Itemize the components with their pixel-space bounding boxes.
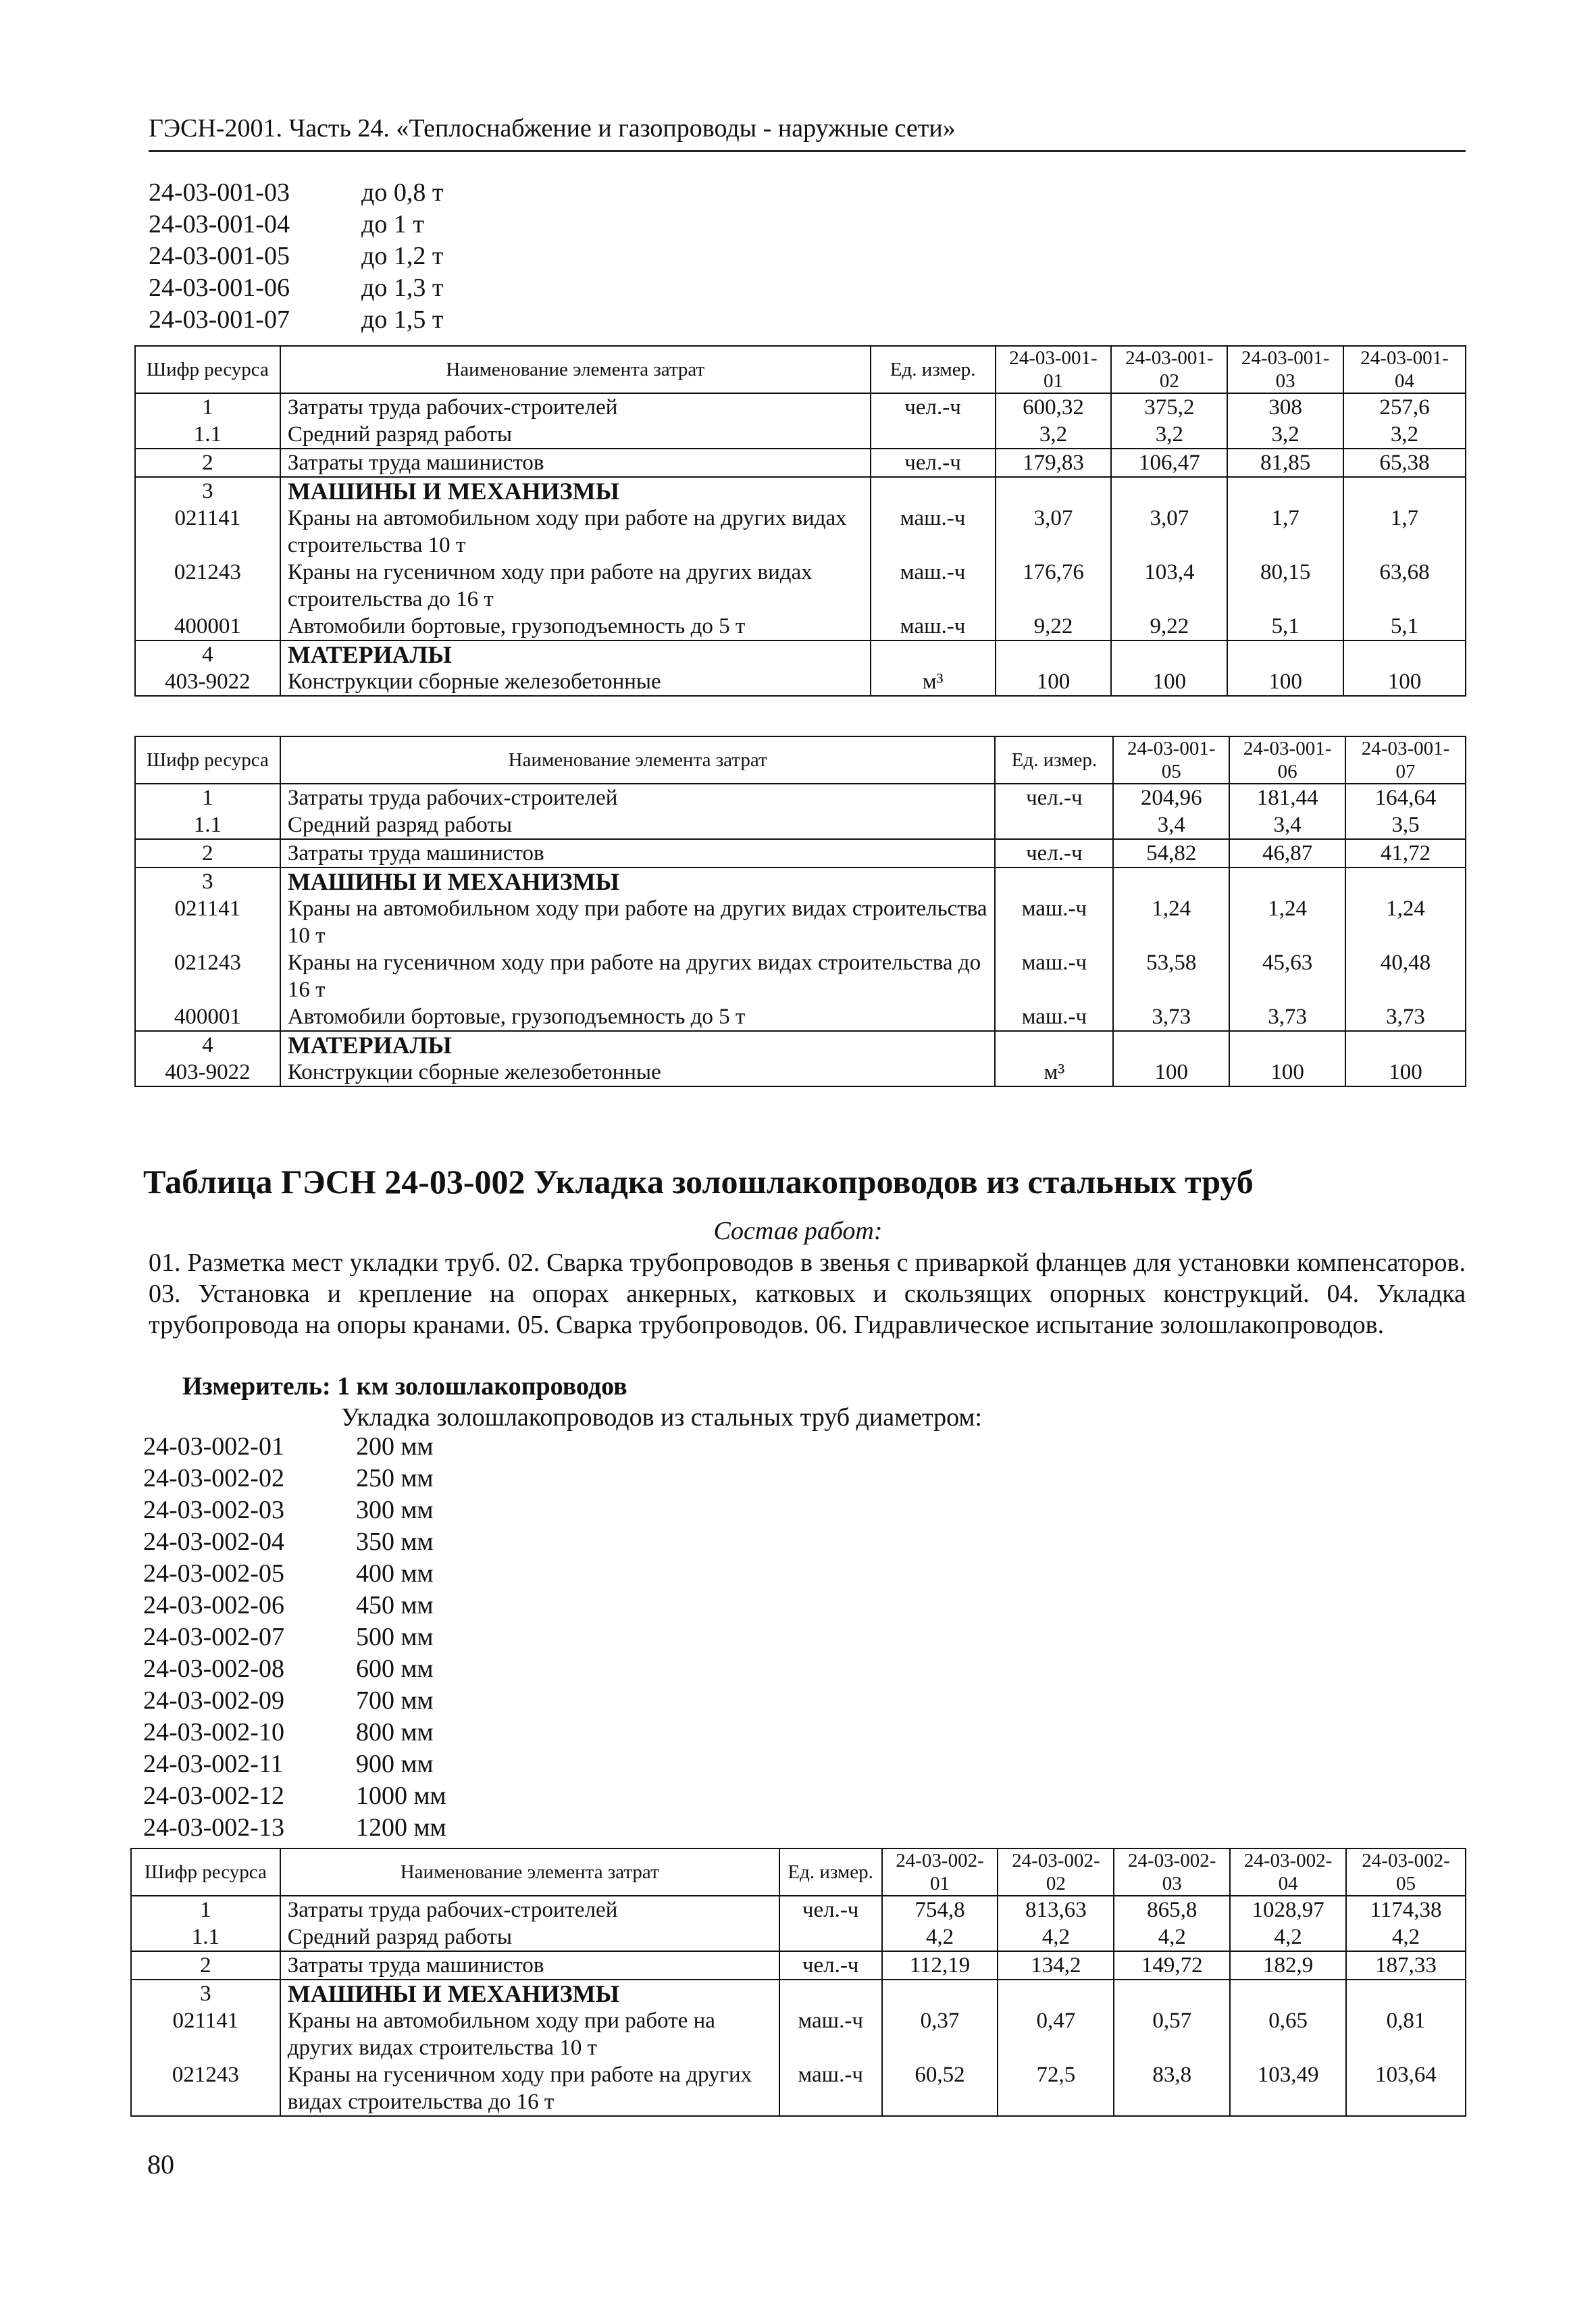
header-name: Наименование элемента затрат [280,346,871,393]
value-cell: 103,4 [1111,559,1227,613]
value-cell: 4,2 [882,1923,998,1951]
code-row [149,272,443,304]
unit: м³ [995,1059,1113,1086]
code-id: 24-03-002-10 [143,1718,284,1746]
code-id: 24-03-002-05 [143,1559,284,1588]
value-cell: 149,72 [1114,1951,1230,1980]
table-row [135,1031,1466,1059]
table-header-row [131,1848,1466,1896]
table-row [135,1059,1466,1086]
header-unit: Ед. измер. [995,736,1113,784]
header-code: Шифр ресурса [135,736,280,784]
header-column: 24-03-001-03 [1227,346,1343,393]
value-cell [1111,640,1227,668]
value-cell: 4,2 [1230,1923,1346,1951]
value-cell [998,1980,1114,2007]
value-cell [1111,477,1227,505]
cost-element-name: Средний разряд работы [280,421,871,449]
code-row [149,177,443,209]
code-row [143,1812,446,1844]
code-id: 24-03-002-03 [143,1496,284,1524]
unit: чел.-ч [995,839,1113,867]
value-cell: 112,19 [882,1951,998,1980]
meter-label: Измеритель: 1 км золошлакопроводов [182,1372,627,1401]
table-row [131,2007,1466,2061]
cost-element-name: Конструкции сборные железобетонные [280,1059,996,1086]
cost-element-name: МАШИНЫ И МЕХАНИЗМЫ [280,477,871,505]
table-gesn-24-03-002 [130,1848,1466,2117]
value-cell [1346,1980,1466,2007]
resource-code: 4 [135,1031,280,1059]
value-cell: 187,33 [1346,1951,1466,1980]
header-name: Наименование элемента затрат [280,1848,779,1896]
table-row [131,1980,1466,2007]
value-cell: 257,6 [1343,393,1466,421]
cost-element-name: МАТЕРИАЛЫ [280,1031,996,1059]
value-cell [996,477,1112,505]
value-cell: 0,57 [1114,2007,1230,2061]
code-id: 24-03-001-03 [149,178,290,207]
value-cell: 83,8 [1114,2061,1230,2116]
code-row [143,1463,446,1494]
value-cell: 3,07 [1111,505,1227,559]
table-row [135,867,1466,895]
value-cell: 3,2 [1227,421,1343,449]
table-row [135,839,1466,867]
code-value: до 1,3 т [361,274,444,302]
code-value: до 1,5 т [361,305,444,334]
meter-description: Укладка золошлакопроводов из стальных труб диаметром: [341,1403,982,1432]
resource-code: 1.1 [135,811,280,839]
value-cell [1113,1031,1229,1059]
value-cell [1343,477,1466,505]
value-cell [996,640,1112,668]
unit [995,811,1113,839]
resource-code: 1.1 [135,421,280,449]
value-cell: 103,49 [1230,2061,1346,2116]
resource-code: 021243 [135,559,280,613]
value-cell: 3,2 [996,421,1112,449]
resource-code: 400001 [135,1003,280,1031]
value-cell: 9,22 [1111,613,1227,640]
resource-code: 1 [131,1896,280,1923]
unit [995,867,1113,895]
code-value: 1200 мм [356,1813,446,1842]
header-column: 24-03-002-03 [1114,1848,1230,1896]
table-row [135,895,1466,949]
code-row [143,1780,446,1812]
value-cell: 100 [996,668,1112,696]
header-column: 24-03-001-06 [1229,736,1345,784]
table-row [135,613,1466,640]
cost-element-name: Автомобили бортовые, грузоподъемность до 5 т [280,1003,996,1031]
unit [871,640,996,668]
value-cell: 3,4 [1229,811,1345,839]
header-code: Шифр ресурса [135,346,280,393]
cost-element-name: Краны на автомобильном ходу при работе на других видах строительства 10 т [280,505,871,559]
cost-element-name: Краны на автомобильном ходу при работе на других видах строительства 10 т [280,2007,779,2061]
value-cell [1113,867,1229,895]
resource-code: 3 [135,867,280,895]
value-cell: 81,85 [1227,449,1343,477]
resource-code: 403-9022 [135,668,280,696]
value-cell [1227,477,1343,505]
value-cell: 100 [1345,1059,1466,1086]
unit [871,477,996,505]
table-row [135,393,1466,421]
table-row [135,559,1466,613]
code-value: 400 мм [356,1559,434,1588]
resource-code: 021141 [135,505,280,559]
cost-element-name: Затраты труда рабочих-строителей [280,393,871,421]
table-row [135,784,1466,811]
code-value: 800 мм [356,1718,434,1746]
unit: маш.-ч [995,1003,1113,1031]
code-value: 250 мм [356,1464,434,1492]
value-cell [1345,867,1466,895]
value-cell: 1,24 [1113,895,1229,949]
value-cell [882,1980,998,2007]
cost-element-name: Затраты труда рабочих-строителей [280,784,996,811]
value-cell: 63,68 [1343,559,1466,613]
code-value: 350 мм [356,1528,434,1556]
value-cell: 179,83 [996,449,1112,477]
code-row [143,1685,446,1717]
table-row [135,449,1466,477]
code-id: 24-03-002-01 [143,1432,284,1461]
table-row [135,421,1466,449]
resource-code: 400001 [135,613,280,640]
code-id: 24-03-002-06 [143,1591,284,1619]
value-cell: 3,2 [1111,421,1227,449]
table-header-row [135,346,1466,393]
code-id: 24-03-002-02 [143,1464,284,1492]
unit [871,421,996,449]
unit: чел.-ч [779,1896,882,1923]
cost-element-name: Затраты труда рабочих-строителей [280,1896,779,1923]
value-cell: 45,63 [1229,949,1345,1003]
code-value: 600 мм [356,1655,434,1683]
table-gesn-24-03-001-part1 [134,345,1466,697]
header-name: Наименование элемента затрат [280,736,996,784]
value-cell [1230,1980,1346,2007]
value-cell: 72,5 [998,2061,1114,2116]
value-cell: 308 [1227,393,1343,421]
unit: маш.-ч [871,613,996,640]
code-value: 200 мм [356,1432,434,1461]
value-cell: 1,24 [1229,895,1345,949]
value-cell [1114,1980,1230,2007]
cost-element-name: МАТЕРИАЛЫ [280,640,871,668]
cost-element-name: Затраты труда машинистов [280,839,996,867]
value-cell: 65,38 [1343,449,1466,477]
value-cell: 164,64 [1345,784,1466,811]
table-row [135,477,1466,505]
value-cell: 100 [1229,1059,1345,1086]
value-cell [1229,1031,1345,1059]
work-composition-text: 01. Разметка мест укладки труб. 02. Сварка трубопроводов в звенья с приваркой фланцев для установки компенсаторов. 03. Установка и крепление на опорах анкерных, катковых и скользящих опорных конструкций. 04. Укладка трубопровода на опоры кранами. 05. Сварка трубопроводов. 06. Гидравлическое испытание золошлакопроводов. [149,1249,1466,1339]
cost-element-name: Краны на гусеничном ходу при работе на других видах строительства до 16 т [280,949,996,1003]
code-row [149,209,443,241]
cost-element-name: Краны на гусеничном ходу при работе на других видах строительства до 16 т [280,2061,779,2116]
value-cell: 754,8 [882,1896,998,1923]
code-value: до 0,8 т [361,178,444,207]
resource-code: 021243 [135,949,280,1003]
code-id: 24-03-002-09 [143,1686,284,1715]
value-cell: 53,58 [1113,949,1229,1003]
resource-code: 021141 [135,895,280,949]
value-cell: 5,1 [1343,613,1466,640]
value-cell: 4,2 [1346,1923,1466,1951]
value-cell: 41,72 [1345,839,1466,867]
code-value: 700 мм [356,1686,434,1715]
value-cell: 100 [1227,668,1343,696]
header-column: 24-03-001-04 [1343,346,1466,393]
header-unit: Ед. измер. [779,1848,882,1896]
code-row [149,304,443,336]
page-number: 80 [147,2149,174,2180]
code-value: 450 мм [356,1591,434,1619]
cost-element-name: Затраты труда машинистов [280,1951,779,1980]
value-cell: 80,15 [1227,559,1343,613]
code-list-top [149,177,443,336]
section-title: Таблица ГЭСН 24-03-002 Укладка золошлакопроводов из стальных труб [143,1163,1254,1201]
value-cell: 100 [1113,1059,1229,1086]
unit: маш.-ч [779,2061,882,2116]
code-id: 24-03-002-04 [143,1528,284,1556]
header-column: 24-03-002-04 [1230,1848,1346,1896]
value-cell: 3,5 [1345,811,1466,839]
value-cell [1345,1031,1466,1059]
header-column: 24-03-002-05 [1346,1848,1466,1896]
code-row [143,1558,446,1590]
value-cell: 3,73 [1345,1003,1466,1031]
page-header: ГЭСН-2001. Часть 24. «Теплоснабжение и газопроводы - наружные сети» [149,114,1466,152]
value-cell: 46,87 [1229,839,1345,867]
value-cell: 813,63 [998,1896,1114,1923]
cost-element-name: МАШИНЫ И МЕХАНИЗМЫ [280,1980,779,2007]
code-id: 24-03-001-04 [149,210,290,238]
code-value: до 1,2 т [361,242,444,270]
value-cell: 103,64 [1346,2061,1466,2116]
value-cell: 865,8 [1114,1896,1230,1923]
code-id: 24-03-001-07 [149,305,290,334]
value-cell: 600,32 [996,393,1112,421]
resource-code: 1 [135,784,280,811]
value-cell [1343,640,1466,668]
header-column: 24-03-001-02 [1111,346,1227,393]
code-row [143,1431,446,1463]
code-value: до 1 т [361,210,424,238]
header-column: 24-03-002-01 [882,1848,998,1896]
value-cell: 0,81 [1346,2007,1466,2061]
cost-element-name: Средний разряд работы [280,811,996,839]
cost-element-name: Конструкции сборные железобетонные [280,668,871,696]
value-cell: 1,7 [1227,505,1343,559]
value-cell: 100 [1343,668,1466,696]
cost-element-name: Автомобили бортовые, грузоподъемность до 5 т [280,613,871,640]
value-cell: 204,96 [1113,784,1229,811]
value-cell: 0,37 [882,2007,998,2061]
resource-code: 1.1 [131,1923,280,1951]
header-code: Шифр ресурса [131,1848,280,1896]
resource-code: 1 [135,393,280,421]
code-row [143,1526,446,1558]
table-row [135,811,1466,839]
code-row [143,1590,446,1621]
code-list-diameters [143,1431,446,1844]
value-cell [1229,867,1345,895]
code-id: 24-03-002-07 [143,1623,284,1651]
unit: чел.-ч [995,784,1113,811]
value-cell: 54,82 [1113,839,1229,867]
code-id: 24-03-002-12 [143,1782,284,1810]
code-row [143,1494,446,1526]
resource-code: 021243 [131,2061,280,2116]
unit: чел.-ч [871,449,996,477]
table-row [131,1923,1466,1951]
table-row [135,949,1466,1003]
code-value: 300 мм [356,1496,434,1524]
value-cell: 1,24 [1345,895,1466,949]
resource-code: 4 [135,640,280,668]
table-row [135,668,1466,696]
table-row [135,505,1466,559]
code-id: 24-03-002-13 [143,1813,284,1842]
work-composition-heading: Состав работ: [713,1217,883,1245]
value-cell: 3,73 [1229,1003,1345,1031]
table-row [135,640,1466,668]
header-column: 24-03-002-02 [998,1848,1114,1896]
value-cell: 176,76 [996,559,1112,613]
code-value: 900 мм [356,1750,434,1778]
cost-element-name: Средний разряд работы [280,1923,779,1951]
header-column: 24-03-001-01 [996,346,1112,393]
code-id: 24-03-002-08 [143,1655,284,1683]
cost-element-name: МАШИНЫ И МЕХАНИЗМЫ [280,867,996,895]
value-cell: 5,1 [1227,613,1343,640]
header-unit: Ед. измер. [871,346,996,393]
value-cell: 3,4 [1113,811,1229,839]
table-row [131,2061,1466,2116]
value-cell: 40,48 [1345,949,1466,1003]
code-id: 24-03-001-06 [149,274,290,302]
resource-code: 403-9022 [135,1059,280,1086]
cost-element-name: Краны на гусеничном ходу при работе на других видах строительства до 16 т [280,559,871,613]
value-cell: 134,2 [998,1951,1114,1980]
unit: маш.-ч [779,2007,882,2061]
unit: маш.-ч [995,949,1113,1003]
table-row [131,1951,1466,1980]
value-cell: 3,07 [996,505,1112,559]
resource-code: 021141 [131,2007,280,2061]
unit: м³ [871,668,996,696]
value-cell: 0,65 [1230,2007,1346,2061]
code-value: 500 мм [356,1623,434,1651]
code-row [143,1749,446,1780]
code-value: 1000 мм [356,1782,446,1810]
cost-element-name: Затраты труда машинистов [280,449,871,477]
unit [779,1980,882,2007]
unit: чел.-ч [779,1951,882,1980]
value-cell: 4,2 [1114,1923,1230,1951]
code-row [149,241,443,272]
code-row [143,1653,446,1685]
table-gesn-24-03-001-part2 [134,736,1466,1087]
code-row [143,1717,446,1749]
value-cell: 4,2 [998,1923,1114,1951]
code-id: 24-03-002-11 [143,1750,284,1778]
code-row [143,1621,446,1653]
value-cell: 3,2 [1343,421,1466,449]
value-cell: 3,73 [1113,1003,1229,1031]
value-cell: 9,22 [996,613,1112,640]
value-cell: 181,44 [1229,784,1345,811]
code-id: 24-03-001-05 [149,242,290,270]
cost-element-name: Краны на автомобильном ходу при работе на других видах строительства 10 т [280,895,996,949]
resource-code: 2 [135,839,280,867]
header-column: 24-03-001-07 [1345,736,1466,784]
header-column: 24-03-001-05 [1113,736,1229,784]
value-cell: 375,2 [1111,393,1227,421]
table-row [131,1896,1466,1923]
value-cell: 182,9 [1230,1951,1346,1980]
resource-code: 2 [135,449,280,477]
unit: маш.-ч [995,895,1113,949]
table-header-row [135,736,1466,784]
resource-code: 2 [131,1951,280,1980]
unit [995,1031,1113,1059]
unit: маш.-ч [871,505,996,559]
value-cell [1227,640,1343,668]
value-cell: 0,47 [998,2007,1114,2061]
unit: чел.-ч [871,393,996,421]
table-row [135,1003,1466,1031]
resource-code: 3 [135,477,280,505]
unit [779,1923,882,1951]
unit: маш.-ч [871,559,996,613]
value-cell: 1174,38 [1346,1896,1466,1923]
value-cell: 1,7 [1343,505,1466,559]
value-cell: 60,52 [882,2061,998,2116]
resource-code: 3 [131,1980,280,2007]
value-cell: 100 [1111,668,1227,696]
value-cell: 106,47 [1111,449,1227,477]
value-cell: 1028,97 [1230,1896,1346,1923]
